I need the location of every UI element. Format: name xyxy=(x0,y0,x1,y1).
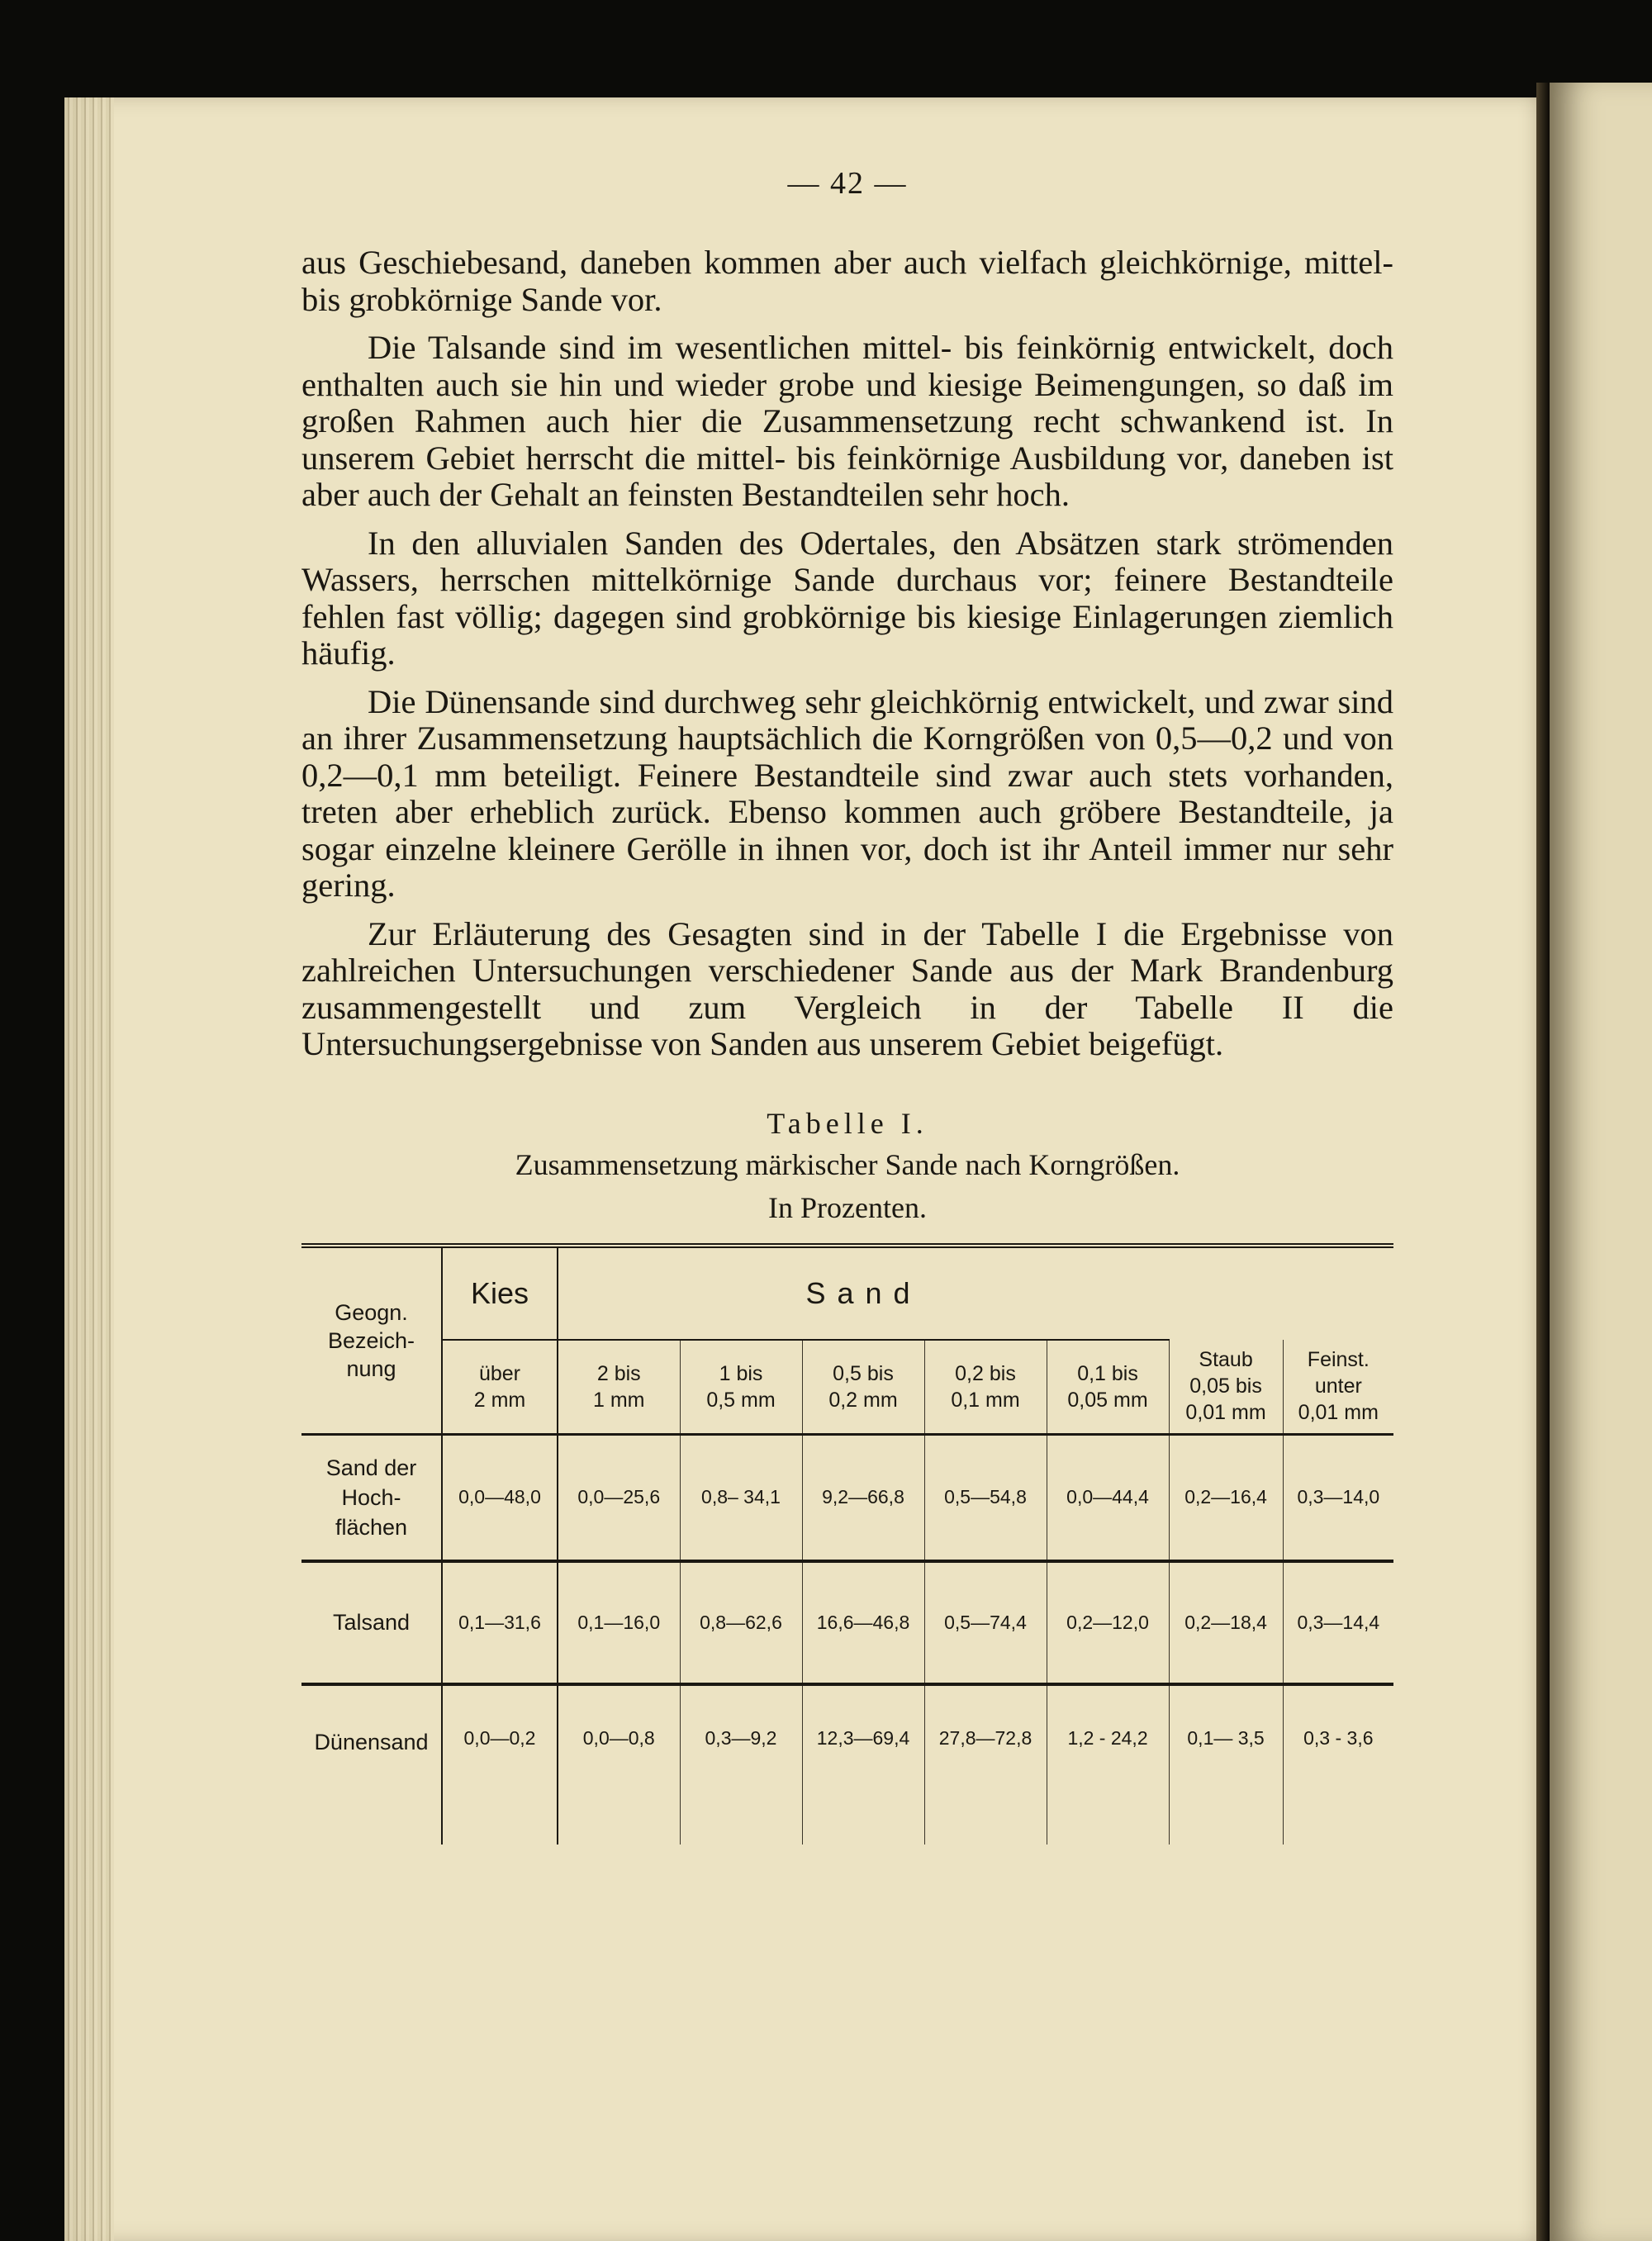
header-col-6-line-2: 0,05 mm xyxy=(1067,1388,1148,1412)
paragraph-5: Zur Erläuterung des Gesagten sind in der Tabelle I die Ergebnisse von zahlreichen Untersuchungen verschiedener Sande aus der Mark Brandenburg zusammengestellt und zum Vergleich in der Tabelle II die Untersuchungsergebnisse von Sanden aus unserem Gebiet beigefügt. xyxy=(301,914,1393,1062)
table-container xyxy=(301,1243,1393,1845)
table-cell: 16,6—46,8 xyxy=(802,1561,924,1684)
book-gutter xyxy=(1536,83,1550,2241)
table-cell: 0,5—74,4 xyxy=(924,1561,1047,1684)
row-1-label-line-1: Sand der xyxy=(325,1455,417,1480)
header-bezeichnung-line-3: nung xyxy=(346,1356,396,1381)
grain-size-table xyxy=(301,1243,1393,1845)
table-cell: 0,3 - 3,6 xyxy=(1303,1726,1374,1749)
page-number: — 42 — xyxy=(787,166,908,201)
table-cell: 0,1— 3,5 xyxy=(1169,1684,1283,1845)
table-cell: 0,0—44,4 xyxy=(1047,1434,1169,1561)
header-col-ueber-2mm xyxy=(442,1340,558,1435)
header-bezeichnung-line-2: Bezeich- xyxy=(327,1327,415,1353)
header-col-2-line-2: 1 mm xyxy=(593,1388,645,1412)
table-cell: 0,2—12,0 xyxy=(1047,1561,1169,1684)
header-col-05-02mm xyxy=(802,1340,924,1435)
table-cell: 0,1—16,0 xyxy=(558,1561,680,1684)
table-cell: 0,2—16,4 xyxy=(1169,1434,1283,1561)
table-cell: 1,2 - 24,2 xyxy=(1047,1684,1169,1845)
header-col-2-1mm xyxy=(558,1340,680,1435)
header-col-5-line-1: 0,2 bis xyxy=(955,1361,1016,1385)
header-col-7-line-3: 0,01 mm xyxy=(1185,1401,1266,1424)
table-header-row-2 xyxy=(301,1340,1393,1435)
paragraph-3: In den alluvialen Sanden des Odertales, den Absätzen stark strömenden Wassers, herrschen mittelkörnige Sande durchaus vor; feinere Bestandteile fehlen fast völlig; dagegen sind grobkörnige bis kiesige Einlagerungen ziemlich häufig. xyxy=(301,524,1393,672)
header-col-3-line-2: 0,5 mm xyxy=(706,1388,776,1412)
header-col-1-line-1: über xyxy=(478,1361,521,1385)
table-cell: 0,3—9,2 xyxy=(680,1684,802,1845)
table-subtitle: Zusammensetzung märkischer Sande nach Korngrößen. xyxy=(515,1147,1180,1181)
header-col-8-line-1: Feinst. xyxy=(1307,1348,1370,1371)
table-cell: 0,5—54,8 xyxy=(924,1434,1047,1561)
header-col-3-line-1: 1 bis xyxy=(719,1361,763,1385)
table-cell: 27,8—72,8 xyxy=(924,1684,1047,1845)
book-page-right-edge xyxy=(1550,83,1652,2241)
page-stack-edges xyxy=(64,97,114,2241)
table-cell: 0,0—0,2 xyxy=(442,1684,558,1845)
paragraph-4: Die Dünensande sind durchweg sehr gleichkörnig entwickelt, und zwar sind an ihrer Zusammensetzung hauptsächlich die Korngrößen von 0,5—0,2 und von 0,2—0,1 mm beteiligt. Feinere Bestandteile sind zwar auch stets vorhanden, treten aber erheblich zurück. Ebenso kommen auch gröbere Bestandteile, ja sogar einzelne kleinere Gerölle in ihnen vor, doch ist ihr Anteil immer nur sehr gering. xyxy=(301,682,1393,904)
header-col-01-005mm xyxy=(1047,1340,1169,1435)
header-col-1-05mm xyxy=(680,1340,802,1435)
header-col-6-line-1: 0,1 bis xyxy=(1077,1361,1138,1385)
table-cell: 0,0—48,0 xyxy=(442,1434,558,1561)
row-label-hochflaechen xyxy=(301,1434,442,1561)
table-cell: 0,3—14,0 xyxy=(1297,1486,1380,1507)
table-cell: 0,8– 34,1 xyxy=(680,1434,802,1561)
table-cell: 12,3—69,4 xyxy=(802,1684,924,1845)
table-cell: 0,0—0,8 xyxy=(558,1684,680,1845)
header-col-feinst xyxy=(1283,1340,1393,1435)
header-col-7-line-2: 0,05 bis xyxy=(1189,1375,1262,1398)
row-label-duenensand: Dünensand xyxy=(301,1684,442,1845)
table-row xyxy=(301,1684,1393,1845)
header-bezeichnung-line-1: Geogn. xyxy=(335,1299,408,1325)
table-cell: 9,2—66,8 xyxy=(802,1434,924,1561)
header-col-7-line-1: Staub xyxy=(1199,1348,1253,1371)
header-kies: Kies xyxy=(442,1246,558,1340)
header-col-02-01mm xyxy=(924,1340,1047,1435)
header-col-5-line-2: 0,1 mm xyxy=(951,1388,1020,1412)
header-col-8-line-3: 0,01 mm xyxy=(1298,1401,1379,1424)
table-unit: In Prozenten. xyxy=(768,1190,927,1224)
header-col-staub xyxy=(1169,1340,1283,1435)
header-col-2-line-1: 2 bis xyxy=(596,1361,641,1385)
header-col-8-line-2: unter xyxy=(1314,1375,1362,1398)
header-col-4-line-1: 0,5 bis xyxy=(833,1361,894,1385)
table-cell: 0,8—62,6 xyxy=(680,1561,802,1684)
table-caption xyxy=(301,1103,1393,1228)
header-bezeichnung xyxy=(301,1246,442,1435)
row-label-talsand: Talsand xyxy=(301,1561,442,1684)
row-1-label-line-2: Hoch- xyxy=(341,1484,401,1510)
table-cell: 0,1—31,6 xyxy=(442,1561,558,1684)
header-col-1-line-2: 2 mm xyxy=(473,1388,526,1412)
table-row xyxy=(301,1561,1393,1684)
table-title: Tabelle I. xyxy=(767,1106,928,1140)
table-cell: 0,2—18,4 xyxy=(1169,1561,1283,1684)
page-content xyxy=(301,165,1393,1845)
header-blank xyxy=(1169,1246,1393,1340)
paragraph-2: Die Talsande sind im wesentlichen mittel- bis feinkörnig entwickelt, doch enthalten auch sie hin und wieder grobe und kiesige Beimengungen, so daß im großen Rahmen auch hier die Zusammensetzung recht schwankend ist. In unserem Gebiet herrscht die mittel- bis feinkörnige Ausbildung vor, daneben ist aber auch der Gehalt an feinsten Bestandteilen sehr hoch. xyxy=(301,329,1393,513)
table-cell: 0,0—25,6 xyxy=(558,1434,680,1561)
row-1-label-line-3: flächen xyxy=(335,1514,408,1540)
header-col-4-line-2: 0,2 mm xyxy=(828,1388,898,1412)
paragraph-1: aus Geschiebesand, daneben kommen aber auch vielfach gleichkörnige, mittel- bis grobkörnige Sande vor. xyxy=(301,244,1393,318)
table-row xyxy=(301,1434,1393,1561)
table-cell: 0,3—14,4 xyxy=(1297,1611,1380,1633)
table-header-row-1 xyxy=(301,1246,1393,1340)
header-sand: Sand xyxy=(558,1246,1169,1340)
